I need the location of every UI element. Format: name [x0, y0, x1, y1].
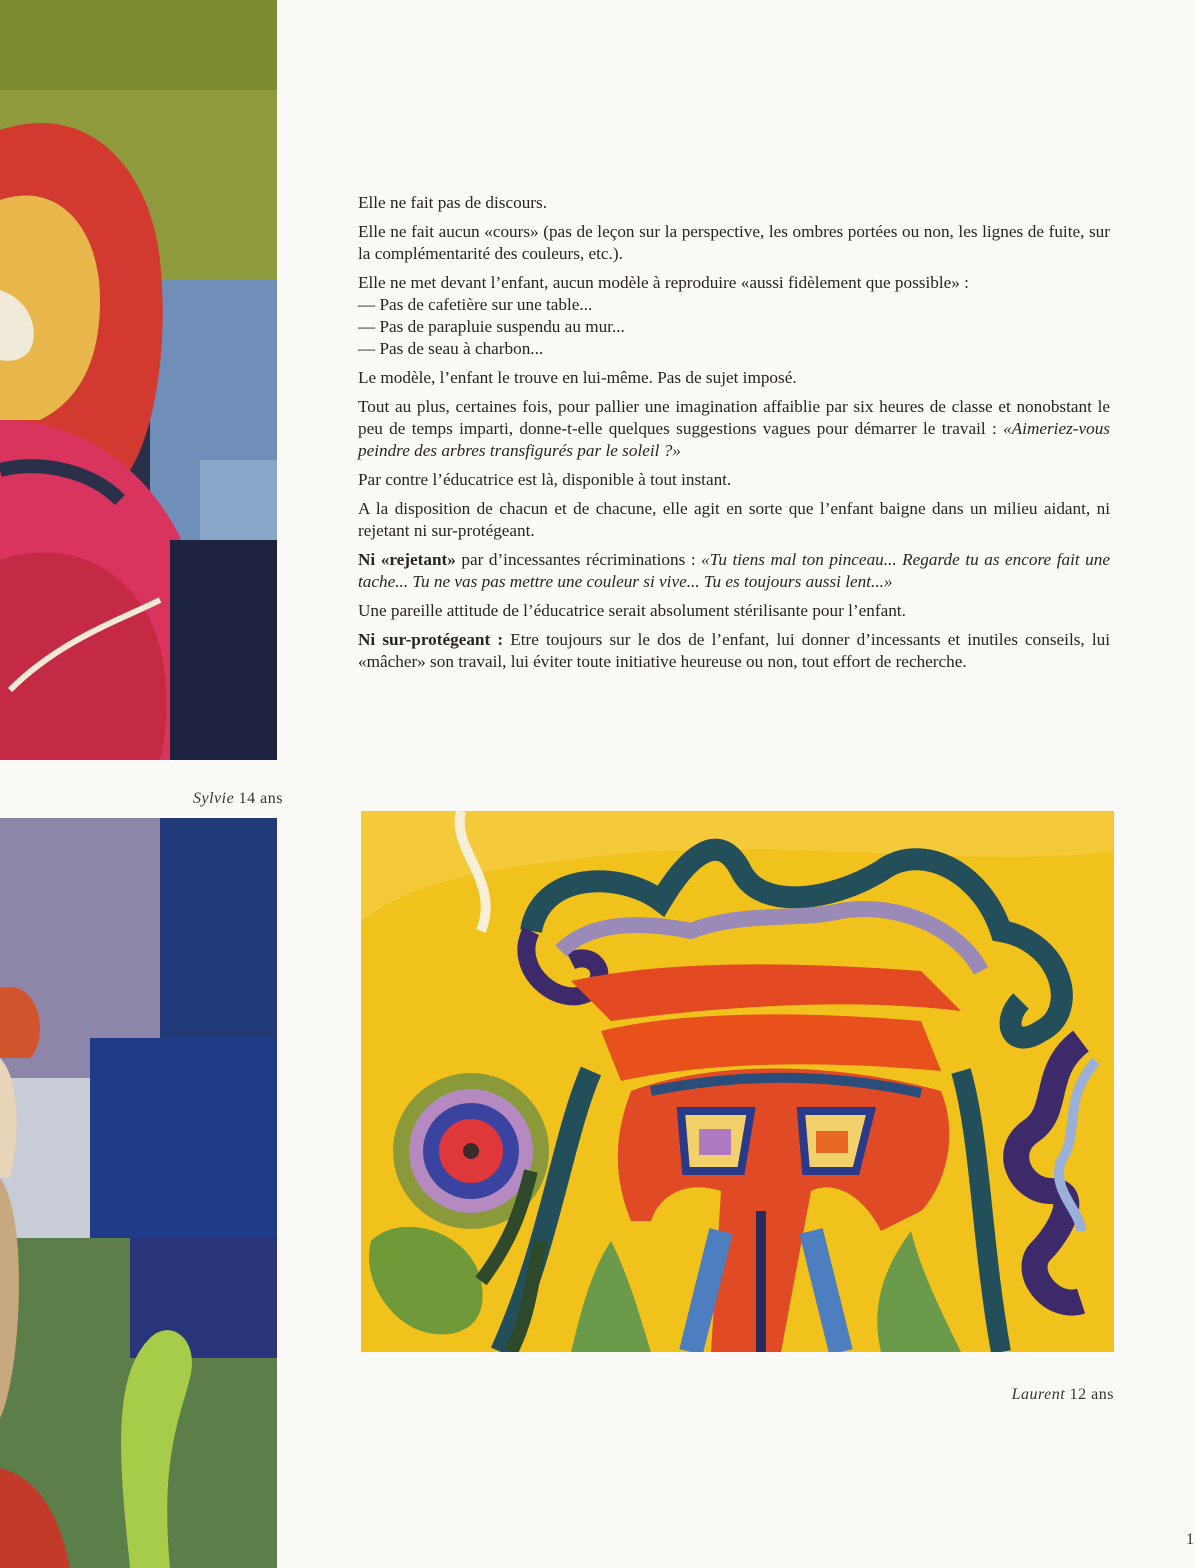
caption-sylvie-name: Sylvie — [192, 790, 235, 807]
page-number: 1 — [1186, 1531, 1194, 1548]
quote: «Tu tiens mal ton pinceau... Regarde tu as encore fait une tache... Tu ne vas pas mettre une couleur si vive... Tu es toujours aussi lent...» — [358, 550, 1110, 591]
article-text — [358, 192, 1110, 680]
paragraph: A la disposition de chacun et de chacune, elle agit en sorte que l’enfant baigne dans un milieu aidant, ni rejetant ni sur-protégeant. — [358, 499, 1110, 540]
paragraph — [358, 629, 1110, 673]
list-item: — Pas de seau à charbon... — [358, 339, 544, 358]
painting-bottom-left — [0, 818, 277, 1568]
paragraph: Le modèle, l’enfant le trouve en lui-même. Pas de sujet imposé. — [358, 368, 797, 387]
caption-sylvie-age: 14 ans — [238, 790, 283, 807]
paragraph — [358, 396, 1110, 462]
paragraph: Elle ne fait aucun «cours» (pas de leçon sur la perspective, les ombres portées ou non, les lignes de fuite, sur la complémentarité des couleurs, etc.). — [358, 222, 1110, 263]
paragraph-text: Etre toujours sur le dos de l’enfant, lui donner d’incessants et inutiles conseils, lui «mâcher» son travail, lui éviter toute initiative heureuse ou non, tout effort de recherche. — [358, 630, 1111, 671]
bold-term: Ni «rejetant» — [358, 550, 456, 569]
caption-laurent — [1012, 1386, 1114, 1404]
bold-term: Ni sur-protégeant : — [358, 630, 504, 649]
paragraph-text: Tout au plus, certaines fois, pour pallier une imagination affaiblie par six heures de classe et nonobstant le peu de temps imparti, donne-t-elle quelques suggestions vagues pour démarrer le travail : — [358, 397, 1110, 438]
painting-sylvie — [0, 0, 277, 760]
caption-laurent-age: 12 ans — [1069, 1386, 1114, 1403]
paragraph — [358, 549, 1110, 593]
list-item: — Pas de cafetière sur une table... — [358, 295, 593, 314]
paragraph: Une pareille attitude de l’éducatrice serait absolument stérilisante pour l’enfant. — [358, 601, 906, 620]
painting-laurent — [361, 811, 1114, 1352]
paragraph: Par contre l’éducatrice est là, disponible à tout instant. — [358, 470, 732, 489]
paragraph-text: par d’incessantes récriminations : — [455, 550, 702, 569]
list-item: — Pas de parapluie suspendu au mur... — [358, 317, 625, 336]
caption-laurent-name: Laurent — [1011, 1386, 1066, 1403]
caption-sylvie — [193, 790, 283, 808]
paragraph: Elle ne fait pas de discours. — [358, 193, 548, 212]
paragraph: Elle ne met devant l’enfant, aucun modèle à reproduire «aussi fidèlement que possible» : — [358, 273, 969, 292]
quote: «Aimeriez-vous peindre des arbres transfigurés par le soleil ?» — [358, 419, 1110, 460]
